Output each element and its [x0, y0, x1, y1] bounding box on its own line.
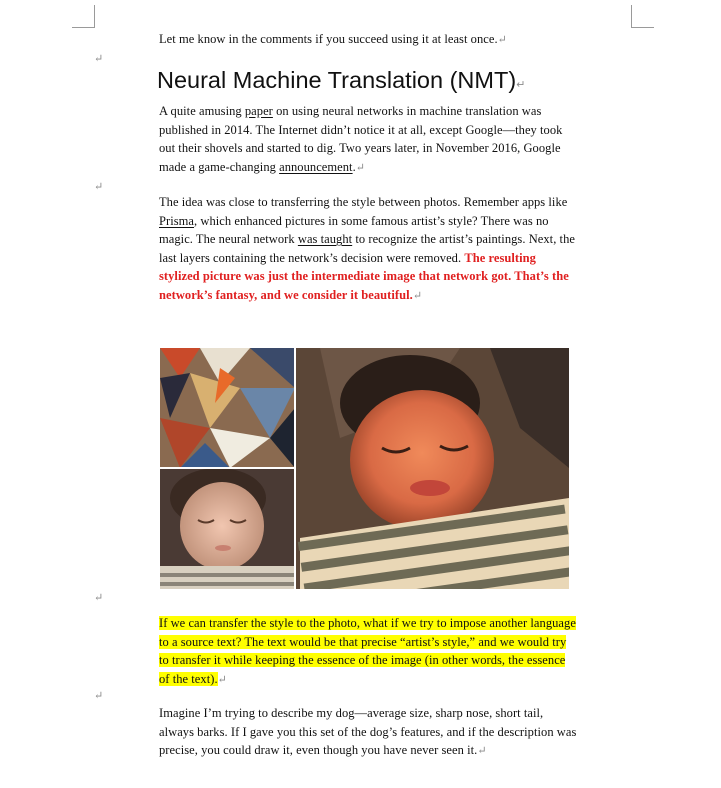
empty-paragraph-mark: ↵: [94, 53, 104, 65]
empty-paragraph-mark: ↵: [94, 181, 104, 193]
paper-link[interactable]: paper: [244, 104, 273, 118]
highlighted-text: If we can transfer the style to the photo, what if we try to impose another language to a source text? The text would be that precise “artist’s style,” and we would try to transfer it while keeping the essence of the image (in other words, the essence of the text).: [159, 616, 576, 686]
paragraph-mark: ↵: [497, 34, 507, 46]
stylized-photo-image: [160, 348, 569, 589]
paragraph-style-transfer[interactable]: [159, 193, 577, 305]
emphasis-text: The resulting stylized picture was just the intermediate image that network got. That’s the network’s fantasy, and we consider it beautiful.: [159, 250, 569, 302]
paragraph-text: Imagine I’m trying to describe my dog—average size, sharp nose, short tail, always barks. If I gave you this set of the dog’s features, and if the description was precise, you could draw it, even though you have never seen it.: [159, 706, 577, 757]
paragraph-nmt-history[interactable]: [159, 102, 577, 177]
intro-text: Let me know in the comments if you succeed using it at least once.: [159, 32, 498, 46]
announcement-link[interactable]: announcement: [279, 159, 353, 174]
paragraph-text: on using neural networks in machine translation was published in 2014. The Internet didn’t notice it at all, except Google—they took out their shovels and started to dig. Two years later, in November 2016, Google made a game-changing: [159, 104, 563, 174]
paragraph-text: , which enhanced pictures in some famous artist’s style? There was no magic. The neural network: [159, 213, 549, 246]
paragraph-dog-example[interactable]: [159, 704, 577, 761]
was-taught-link[interactable]: was taught: [297, 232, 353, 246]
prisma-link[interactable]: Prisma: [159, 213, 195, 228]
empty-paragraph-mark: ↵: [94, 690, 104, 702]
paragraph-text: A quite amusing: [159, 104, 245, 118]
paragraph-text: to recognize the artist’s paintings. Next, the last layers containing the network’s decision were removed.: [159, 232, 575, 265]
paragraph-text: .: [352, 159, 356, 174]
paragraph-mark: ↵: [217, 673, 227, 686]
paragraph-language-style[interactable]: [159, 614, 577, 689]
top-right-margin-corner: [631, 5, 654, 28]
top-left-margin-corner: [72, 5, 95, 28]
intro-paragraph[interactable]: [159, 30, 577, 50]
paragraph-mark: ↵: [412, 289, 423, 302]
paragraph-text: The idea was close to transferring the style between photos. Remember apps like: [159, 195, 568, 209]
paragraph-mark: ↵: [516, 79, 526, 91]
paragraph-mark: ↵: [355, 161, 366, 174]
stylized-photo-collage[interactable]: [160, 348, 569, 589]
section-heading[interactable]: [157, 64, 525, 101]
section-heading-text: Neural Machine Translation (NMT): [157, 67, 517, 93]
empty-paragraph-mark: ↵: [94, 592, 104, 604]
paragraph-mark: ↵: [477, 745, 487, 757]
